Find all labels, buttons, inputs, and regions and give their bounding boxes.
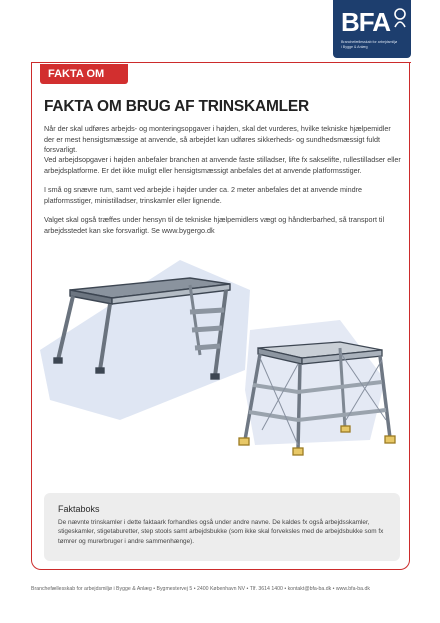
page-title: FAKTA OM BRUG AF TRINSKAMLER <box>44 98 310 115</box>
paragraph-small-rooms: I små og snævre rum, samt ved arbejde i højder under ca. 2 meter anbefales det at anvende mindre platformsstiger, ministilladser, trinskamler eller lignende. <box>44 185 363 205</box>
fact-box-body: De nævnte trinskamler i dette faktaark forhandles også under andre navne. De kaldes fx også arbejdsskamler, stigeskamler, stigetaburetter, step stools samt arbejdsbukke (som ikke skal forveksles med de arbejdsbukke som fx tømrer og murerbruger i andre sammenhænge). <box>58 519 384 545</box>
section-tab: FAKTA OM <box>40 64 128 84</box>
paragraph-intro: Når der skal udføres arbejds- og monteringsopgaver i højden, skal det vurderes, hvilke tekniske hjælpemidler der er mest hensigtsmæssige at anvende, så arbejdet kan udføres sikkerheds- og sundhedsmæssigt fuldt forsvarligt. <box>44 124 391 155</box>
paragraph-recommendation: Ved arbejdsopgaver i højden anbefaler branchen at anvende faste stilladser, lifte fx sakselifte, rullestilladser eller arbejdsplatforme. Er det ikke muligt eller hensigtsmæssigt anbefales det at anvende platformsstiger. <box>44 155 401 175</box>
helmet-figure-icon <box>393 8 407 28</box>
footer-contact: Branchefællesskab for arbejdsmiljø i Bygge & Anlæg • Bygmestervej 5 • 2400 København NV • Tlf. 3614 1400 • kontakt@bfa-ba.dk • www.bfa-ba.dk <box>31 586 370 592</box>
step-stools-illustration <box>40 260 410 460</box>
logo-tagline: Branchefællesskab for arbejdsmiljø i Bygge & Anlæg <box>341 40 398 49</box>
fact-box <box>44 493 400 561</box>
logo-mark: BFA <box>341 7 390 37</box>
paragraph-selection: Valget skal også træffes under hensyn til de tekniske hjælpemidlers vægt og håndterbarhed, så transport til arbejdsstedet kan ske forsvarligt. Se www.bygergo.dk <box>44 215 385 235</box>
fact-box-title: Faktaboks <box>58 504 100 514</box>
bfa-logo <box>333 0 411 58</box>
